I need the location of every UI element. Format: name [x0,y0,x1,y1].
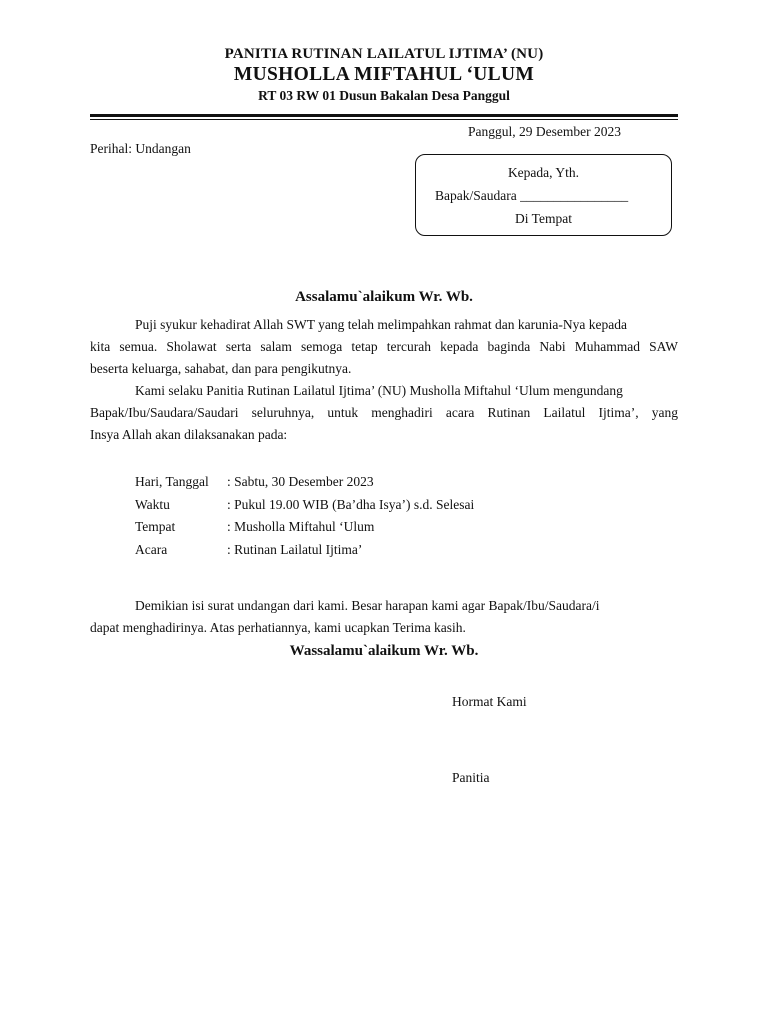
subject-line: Perihal: Undangan [90,141,191,156]
letterhead-divider-thin [90,119,678,120]
detail-label: Hari, Tanggal [135,474,209,489]
recipient-name: Bapak/Saudara ________________ [435,188,629,203]
place-date: Panggul, 29 Desember 2023 [468,124,621,139]
paragraph-line: Bapak/Ibu/Saudara/Saudari seluruhnya, untuk menghadiri acara Rutinan Lailatul Ijtima’, yang [90,405,678,420]
detail-value: : Musholla Miftahul ‘Ulum [227,519,375,534]
paragraph-line: dapat menghadirinya. Atas perhatiannya, kami ucapkan Terima kasih. [90,620,466,635]
paragraph-opening [90,314,678,380]
letterhead-address: RT 03 RW 01 Dusun Bakalan Desa Panggul [258,88,510,103]
paragraph-line: Insya Allah akan dilaksanakan pada: [90,427,288,442]
regards: Hormat Kami [452,694,527,709]
paragraph-invitation [90,380,678,446]
opening-greeting: Assalamu`alaikum Wr. Wb. [295,289,473,305]
committee-name: PANITIA RUTINAN LAILATUL IJTIMA’ (NU) [224,46,544,62]
letterhead-divider-thick [90,114,678,117]
paragraph-line: beserta keluarga, sahabat, dan para pengikutnya. [90,361,352,376]
paragraph-line: Kami selaku Panitia Rutinan Lailatul Ijtima’ (NU) Musholla Miftahul ‘Ulum mengundang [135,383,623,398]
detail-value: : Sabtu, 30 Desember 2023 [227,474,374,489]
signer: Panitia [452,770,490,785]
recipient-place: Di Tempat [515,211,572,226]
paragraph-closing [90,595,678,639]
paragraph-line: Puji syukur kehadirat Allah SWT yang telah melimpahkan rahmat dan karunia-Nya kepada [135,317,627,332]
detail-value: : Pukul 19.00 WIB (Ba’dha Isya’) s.d. Selesai [227,496,475,512]
recipient-to: Kepada, Yth. [507,165,580,180]
detail-label: Acara [135,541,168,557]
closing-greeting: Wassalamu`alaikum Wr. Wb. [289,643,479,659]
paragraph-line: Demikian isi surat undangan dari kami. Besar harapan kami agar Bapak/Ibu/Saudara/i [135,598,600,613]
musholla-name: MUSHOLLA MIFTAHUL ‘ULUM [233,64,535,85]
recipient-box [415,154,672,236]
paragraph-line: kita semua. Sholawat serta salam semoga tetap tercurah kepada baginda Nabi Muhammad SAW [90,339,678,354]
detail-label: Waktu [135,496,170,512]
detail-value: : Rutinan Lailatul Ijtima’ [227,541,363,557]
letterhead [0,44,768,106]
detail-label: Tempat [135,519,176,534]
